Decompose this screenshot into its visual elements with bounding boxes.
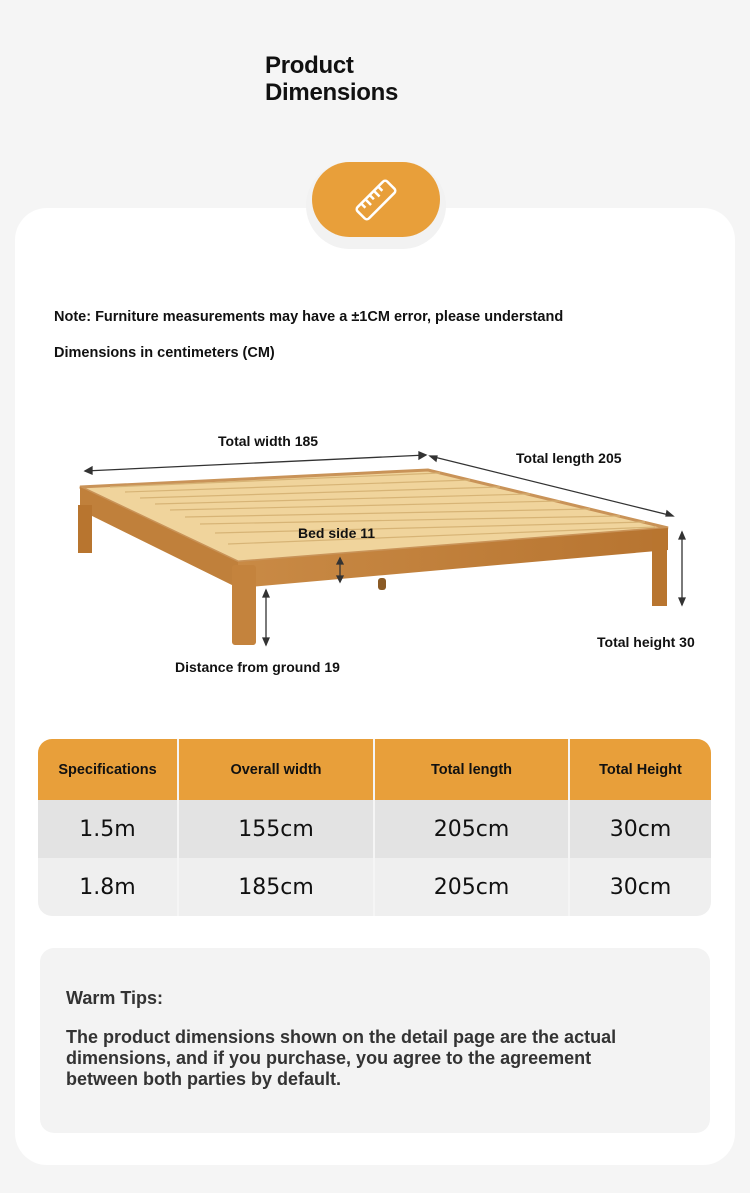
bed-leg	[652, 530, 667, 606]
measurement-note: Note: Furniture measurements may have a ±1CM error, please understand	[54, 309, 564, 325]
table-cell: 1.8m	[38, 858, 178, 916]
page-title	[265, 52, 398, 106]
bed-side-label: Bed side 11	[298, 525, 376, 541]
header-total-height: Total Height	[569, 739, 711, 800]
warm-tips-text: The product dimensions shown on the detail page are the actual dimensions, and if you purchase, you agree to the agreement between both parties by default.	[66, 1027, 617, 1089]
bed-center-support	[378, 578, 386, 590]
ground-distance-label: Distance from ground 19	[175, 659, 340, 675]
ruler-badge	[312, 162, 440, 237]
total-width-label: Total width 185	[218, 433, 319, 449]
table-header	[38, 739, 711, 800]
spec-table	[38, 739, 711, 916]
warm-tips-box	[40, 948, 710, 1133]
total-height-label: Total height 30	[597, 634, 695, 650]
table-cell: 185cm	[178, 858, 374, 916]
warm-tips-title: Warm Tips:	[66, 988, 164, 1008]
title-line-1: Product	[265, 52, 354, 79]
table-row	[38, 858, 711, 916]
header-overall-width: Overall width	[178, 739, 374, 800]
units-note: Dimensions in centimeters (CM)	[54, 345, 275, 361]
table-cell: 1.5m	[38, 800, 178, 858]
table-cell: 205cm	[374, 800, 569, 858]
bed-leg	[78, 505, 92, 553]
table-cell: 30cm	[569, 858, 711, 916]
total-length-label: Total length 205	[516, 450, 622, 466]
header-total-length: Total length	[374, 739, 569, 800]
table-row	[38, 800, 711, 858]
table-cell: 205cm	[374, 858, 569, 916]
table-cell: 30cm	[569, 800, 711, 858]
bed-leg	[232, 565, 256, 645]
ruler-icon	[351, 175, 401, 225]
header-specifications: Specifications	[38, 739, 178, 800]
title-line-2: Dimensions	[265, 79, 399, 106]
table-cell: 155cm	[178, 800, 374, 858]
